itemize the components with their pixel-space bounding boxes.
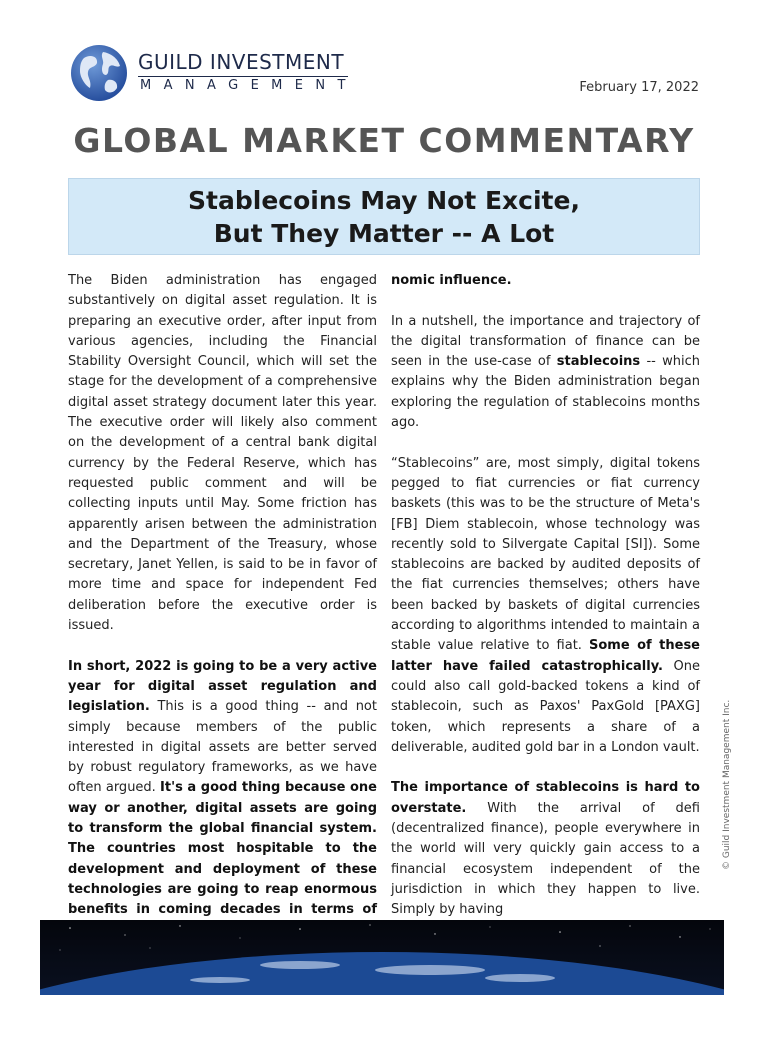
right-column — [391, 271, 700, 941]
left-paragraph-2 — [68, 657, 377, 941]
globe-logo-icon — [70, 44, 128, 102]
right-paragraph-1-bold: stablecoins — [556, 354, 641, 370]
right-paragraph-2-text: “Stablecoins” are, most simply, digital tokens pegged to fiat currencies or fiat currency baskets (this was to be the structure of Meta's [FB] Diem stablecoin, whose technology was recently sold to Silvergate Capital [SI]). Some stablecoins are backed by audited deposits of the fiat currencies themselves; others have been backed by baskets of digital currencies according to algorithms intended to maintain a stable value relative to fiat. — [391, 455, 700, 654]
left-paragraph-2-bold-2: It's a good thing because one way or another, digital assets are going to transform the global financial system. The countries most hospitable to the development and deployment of these technologies are going to reap enormous benefits in coming decades in terms of — [68, 780, 377, 918]
main-heading: GLOBAL MARKET COMMENTARY — [73, 121, 695, 160]
right-paragraph-1-text-2: -- which explains why the Biden administration began exploring the regulation of stablecoins months ago. — [391, 354, 700, 431]
brand-divider — [138, 76, 348, 77]
article-title-line-1: Stablecoins May Not Excite, — [188, 186, 580, 215]
right-paragraph-3-bold: The importance of stablecoins is hard to overstate. — [391, 780, 700, 816]
right-paragraph-2-bold: Some of these latter have failed catastrophically. — [391, 638, 700, 674]
article-title-line-2: But They Matter -- A Lot — [213, 219, 555, 248]
earth-from-space-image — [40, 920, 724, 995]
right-paragraph-2-text-2: One could also call gold-backed tokens a kind of stablecoin, such as Paxos' PaxGold [PAXG] token, which represents a share of a deliverable, audited gold bar in a London vault. — [391, 658, 700, 755]
right-paragraph-0-bold: nomic influence. — [391, 273, 512, 288]
right-paragraph-3 — [391, 778, 700, 920]
right-paragraph-2 — [391, 454, 700, 758]
left-paragraph-2-bold: In short, 2022 is going to be a very active year for digital asset regulation and legislation. — [68, 658, 377, 715]
right-paragraph-0 — [391, 271, 700, 291]
left-paragraph-1: The Biden administration has engaged substantively on digital asset regulation. It is preparing an executive order, after input from various agencies, including the Financial Stability Oversight Council, which will set the stage for the development of a comprehensive digital asset strategy document later this year. The executive order will likely also comment on the development of a central bank digital currency by the Federal Reserve, which has requested public comment and will be collecting inputs until May. Some friction has apparently arisen between the administration and the Department of the Treasury, whose secretary, Janet Yellen, is said to be in favor of more time and space for independent Fed deliberation before the executive order is issued. — [68, 273, 377, 634]
right-paragraph-3-text: With the arrival of defi (decentralized finance), people everywhere in the world will very quickly gain access to a financial ecosystem independent of the jurisdiction in which they happen to live. Simply by having — [391, 800, 700, 918]
brand-subtitle: MANAGEMENT — [140, 78, 358, 93]
brand-name: GUILD INVESTMENT — [138, 50, 345, 74]
copyright-notice: © Guild Investment Management Inc. — [722, 699, 732, 870]
publication-date: February 17, 2022 — [579, 80, 699, 95]
right-paragraph-1 — [391, 312, 700, 434]
right-paragraph-1-text: In a nutshell, the importance and trajectory of the digital transformation of finance can be seen in the use-case of — [391, 313, 700, 370]
header — [0, 0, 768, 170]
left-column — [68, 271, 377, 961]
article-title-box — [68, 178, 700, 255]
left-paragraph-2-text: This is a good thing -- and not simply because members of the public interested in digital assets are better served by robust regulatory frameworks, as we have often argued. — [68, 699, 377, 796]
